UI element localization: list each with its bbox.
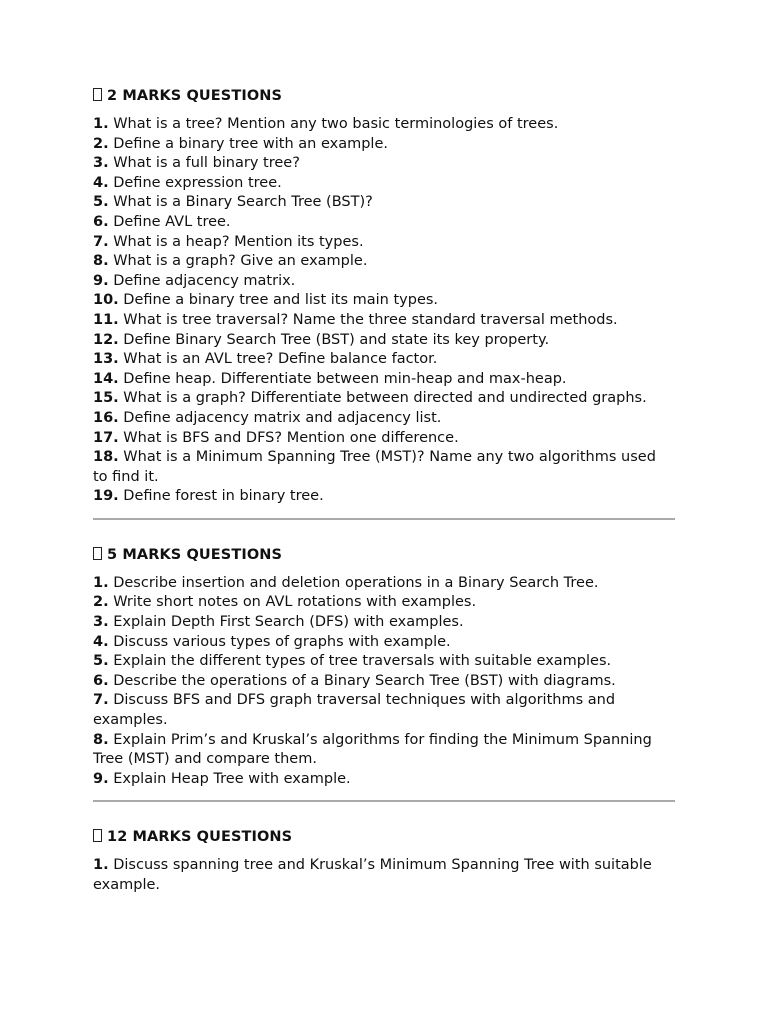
question-text: Define heap. Differentiate between min-heap and max-heap. (123, 370, 567, 387)
question-text: What is a Binary Search Tree (BST)? (113, 194, 373, 211)
list-item (93, 233, 675, 253)
list-item (93, 115, 675, 135)
question-list (93, 856, 675, 895)
question-text: Define a binary tree with an example. (113, 135, 388, 152)
list-item (93, 429, 675, 449)
section-5-marks (93, 545, 675, 790)
list-item (93, 691, 675, 730)
question-text: Discuss various types of graphs with example. (113, 633, 451, 650)
question-number: 15. (93, 390, 119, 407)
question-number: 4. (93, 174, 109, 191)
question-text: Define adjacency matrix. (113, 272, 296, 289)
question-text: What is a full binary tree? (113, 155, 300, 172)
question-number: 14. (93, 370, 119, 387)
list-item (93, 389, 675, 409)
list-item (93, 487, 675, 507)
list-item (93, 731, 675, 770)
list-item (93, 613, 675, 633)
question-number: 7. (93, 233, 109, 250)
question-text: Describe the operations of a Binary Search Tree (BST) with diagrams. (113, 672, 616, 689)
question-number: 1. (93, 857, 109, 874)
question-number: 16. (93, 409, 119, 426)
question-number: 7. (93, 692, 109, 709)
question-number: 5. (93, 194, 109, 211)
question-text: What is a graph? Differentiate between directed and undirected graphs. (123, 390, 647, 407)
missing-glyph-icon (93, 547, 102, 560)
missing-glyph-icon (93, 829, 102, 842)
question-number: 6. (93, 672, 109, 689)
question-text: Define AVL tree. (113, 213, 231, 230)
list-item (93, 311, 675, 331)
question-text: Explain Depth First Search (DFS) with examples. (113, 614, 464, 631)
question-number: 4. (93, 633, 109, 650)
list-item (93, 593, 675, 613)
question-number: 3. (93, 614, 109, 631)
question-text: Explain Heap Tree with example. (113, 770, 351, 787)
question-number: 1. (93, 574, 109, 591)
question-number: 2. (93, 135, 109, 152)
list-item (93, 350, 675, 370)
section-divider (93, 800, 675, 802)
question-text: Write short notes on AVL rotations with examples. (113, 594, 477, 611)
question-text: What is an AVL tree? Define balance factor. (123, 351, 438, 368)
question-text: Define expression tree. (113, 174, 282, 191)
question-text: Define Binary Search Tree (BST) and state its key property. (123, 331, 550, 348)
question-text: Explain Prim’s and Kruskal’s algorithms for finding the Minimum Spanning Tree (MST) and compare them. (93, 731, 652, 768)
question-number: 8. (93, 253, 109, 270)
question-text: Define a binary tree and list its main types. (123, 292, 439, 309)
question-number: 2. (93, 594, 109, 611)
list-item (93, 154, 675, 174)
list-item (93, 331, 675, 351)
question-number: 10. (93, 292, 119, 309)
list-item (93, 448, 675, 487)
list-item (93, 193, 675, 213)
section-heading-text: 5 MARKS QUESTIONS (107, 546, 283, 563)
question-number: 8. (93, 731, 109, 748)
list-item (93, 291, 675, 311)
missing-glyph-icon (93, 88, 102, 101)
question-number: 12. (93, 331, 119, 348)
list-item (93, 174, 675, 194)
question-text: What is a Minimum Spanning Tree (MST)? Name any two algorithms used to find it. (93, 449, 656, 485)
question-text: What is tree traversal? Name the three standard traversal methods. (123, 311, 618, 328)
question-text: What is a graph? Give an example. (113, 253, 368, 270)
question-text: What is a tree? Mention any two basic terminologies of trees. (113, 116, 559, 132)
question-text: What is BFS and DFS? Mention one difference. (123, 429, 459, 446)
list-item (93, 272, 675, 292)
question-number: 1. (93, 116, 109, 132)
question-number: 6. (93, 213, 109, 230)
question-text: Describe insertion and deletion operations in a Binary Search Tree. (113, 574, 599, 591)
question-number: 17. (93, 429, 119, 446)
question-number: 19. (93, 488, 119, 505)
list-item (93, 135, 675, 155)
question-text: What is a heap? Mention its types. (113, 233, 364, 250)
document-page (93, 86, 675, 896)
list-item (93, 409, 675, 429)
question-text: Discuss BFS and DFS graph traversal techniques with algorithms and examples. (93, 692, 616, 729)
section-heading-text: 2 MARKS QUESTIONS (107, 88, 283, 104)
section-12-marks (93, 827, 675, 895)
question-number: 18. (93, 449, 119, 466)
section-divider (93, 518, 675, 520)
question-text: Define adjacency matrix and adjacency list. (123, 409, 442, 426)
question-text: Discuss spanning tree and Kruskal’s Minimum Spanning Tree with suitable example. (93, 857, 652, 893)
list-item (93, 856, 675, 895)
question-number: 3. (93, 155, 109, 172)
question-number: 11. (93, 311, 119, 328)
list-item (93, 213, 675, 233)
section-heading (93, 827, 675, 847)
list-item (93, 672, 675, 692)
section-heading (93, 86, 675, 106)
list-item (93, 633, 675, 653)
list-item (93, 370, 675, 390)
list-item (93, 770, 675, 790)
section-heading-text: 12 MARKS QUESTIONS (107, 829, 293, 846)
list-item (93, 652, 675, 672)
list-item (93, 252, 675, 272)
list-item (93, 574, 675, 594)
section-2-marks (93, 86, 675, 507)
question-list (93, 574, 675, 790)
question-number: 5. (93, 653, 109, 670)
question-number: 9. (93, 770, 109, 787)
question-list (93, 115, 675, 507)
question-text: Define forest in binary tree. (123, 488, 324, 505)
question-number: 9. (93, 272, 109, 289)
section-heading (93, 545, 675, 565)
question-text: Explain the different types of tree traversals with suitable examples. (113, 653, 612, 670)
question-number: 13. (93, 351, 119, 368)
